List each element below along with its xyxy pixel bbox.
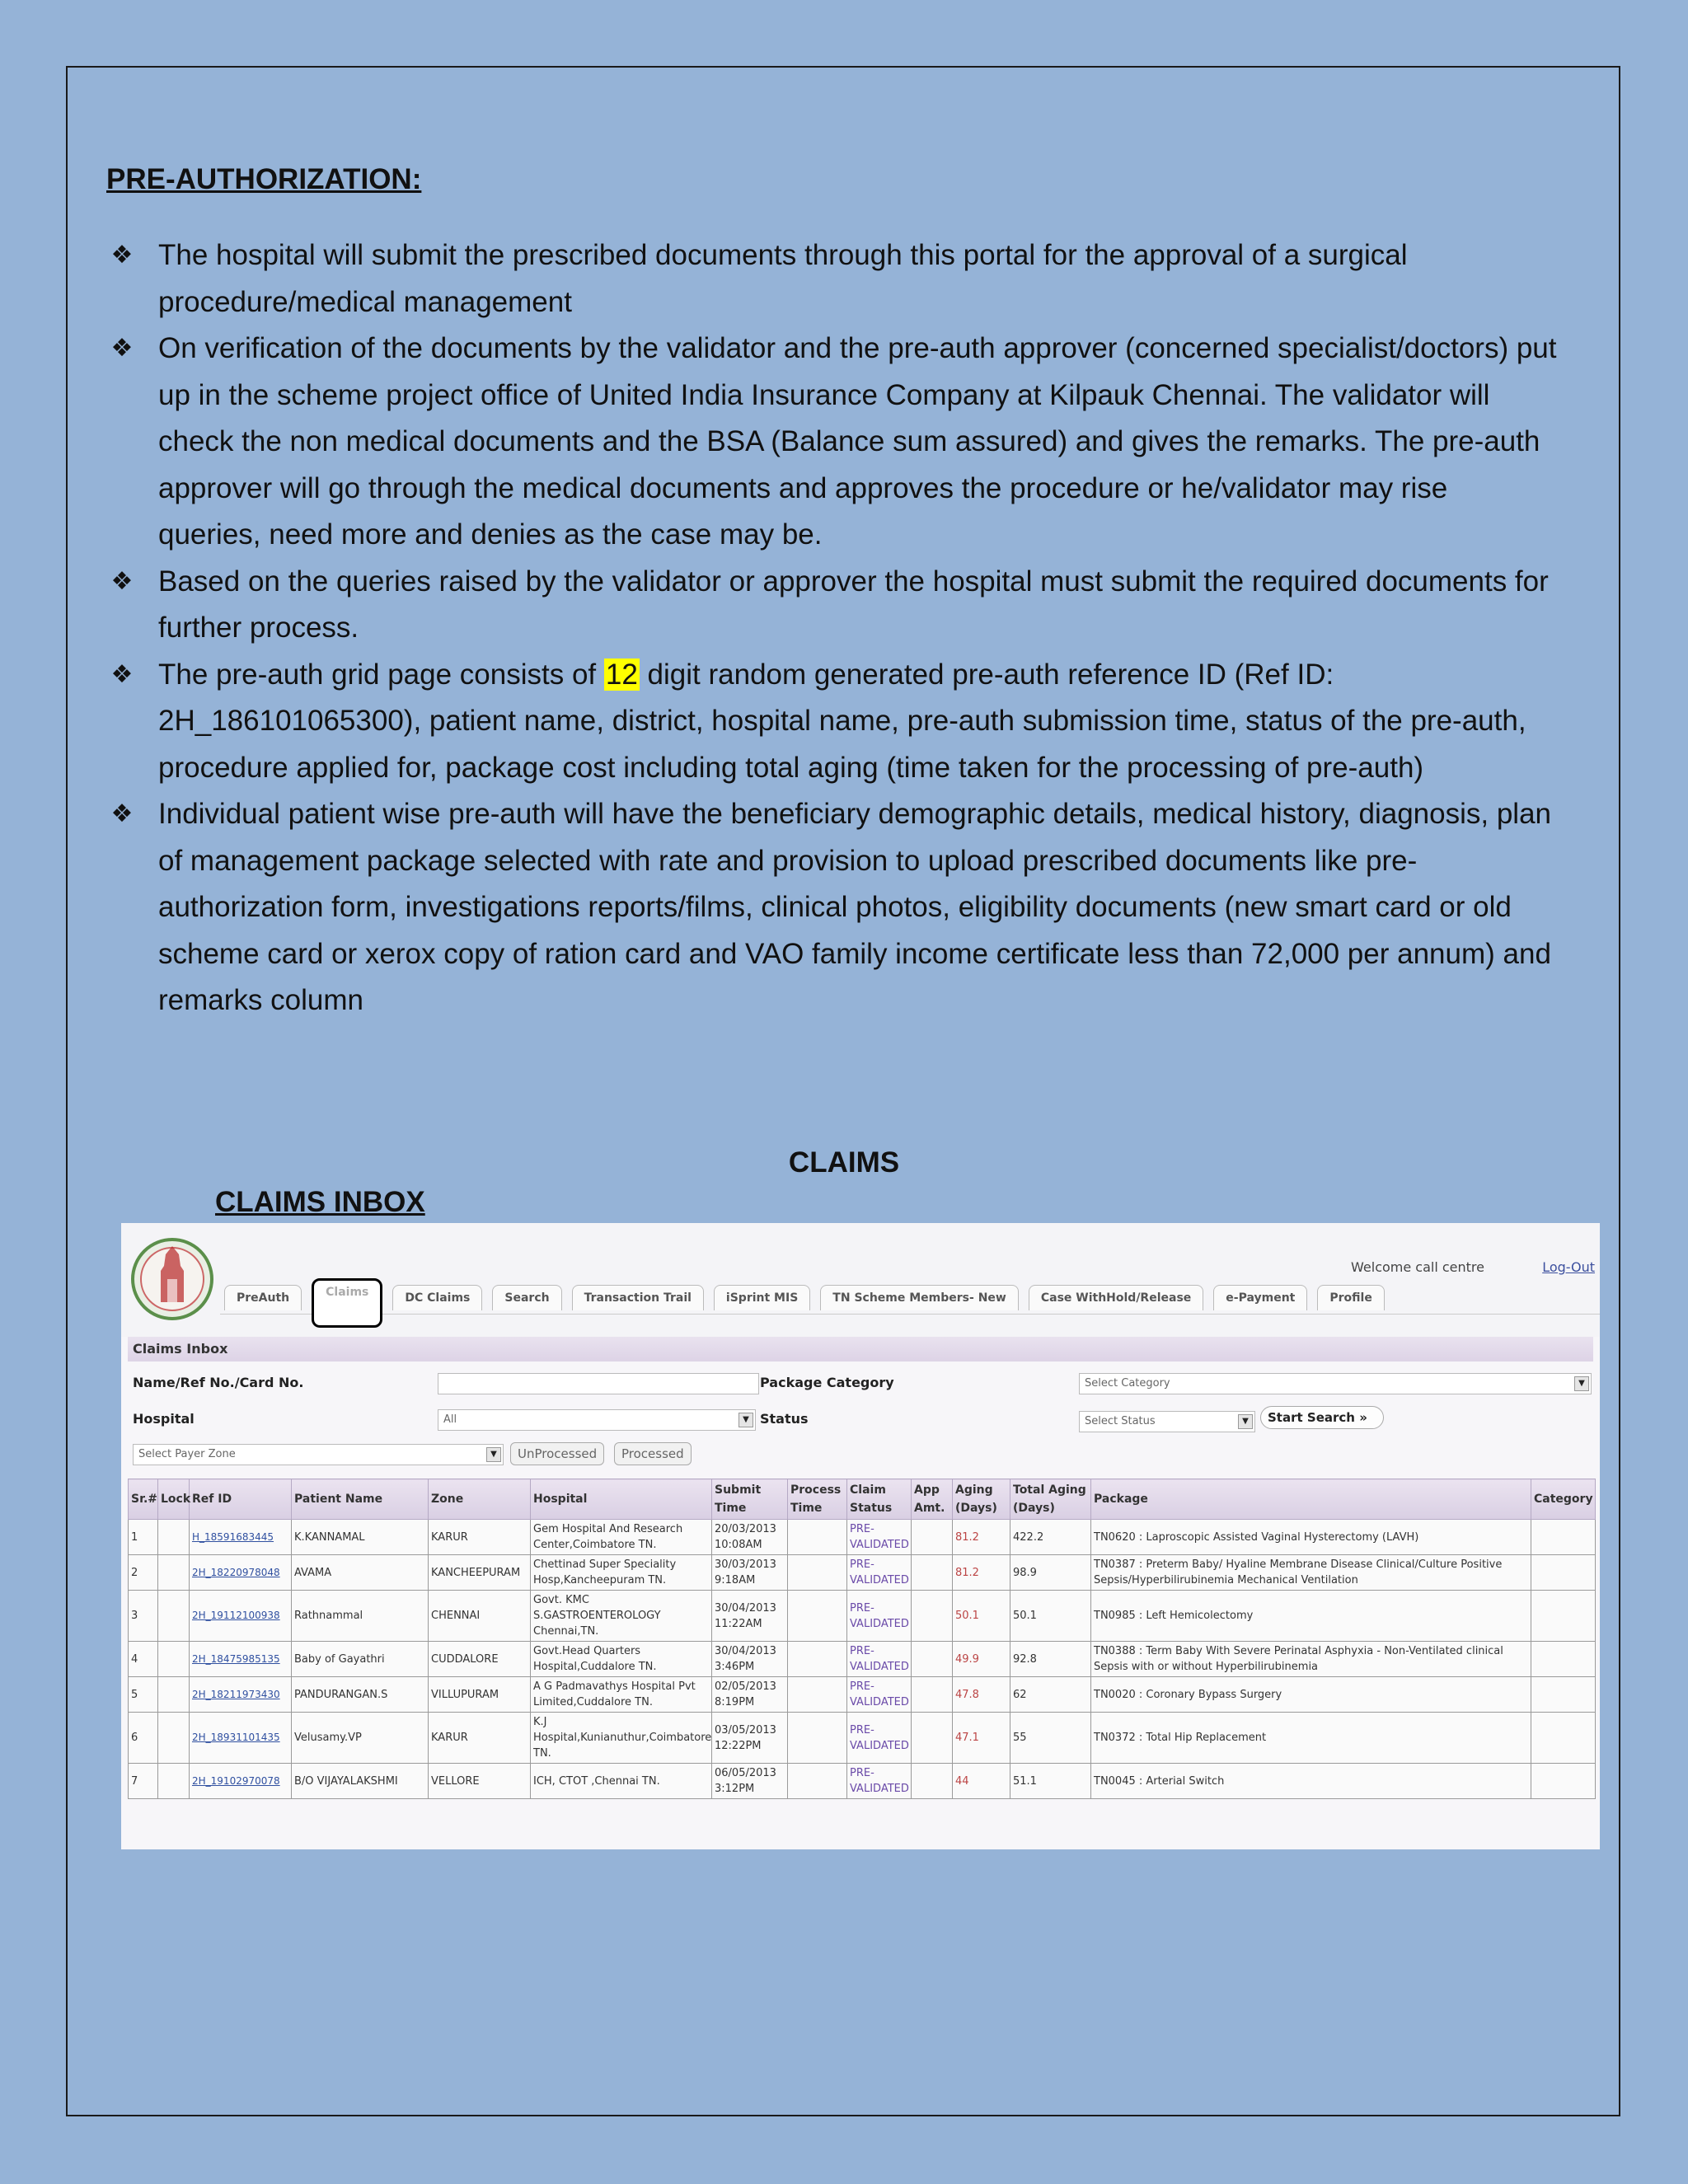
table-cell: PRE-VALIDATED: [847, 1764, 912, 1799]
table-cell: [158, 1764, 190, 1799]
preauth-bullets: [106, 232, 1557, 1024]
table-cell: [158, 1591, 190, 1642]
table-cell: TN0045 : Arterial Switch: [1091, 1764, 1531, 1799]
table-cell: 98.9: [1010, 1555, 1091, 1591]
table-cell: [912, 1764, 953, 1799]
bullet-item: ❖ The hospital will submit the prescribed documents through this portal for the approval of a surgical procedure/medical management: [106, 232, 1557, 326]
ref-id-link[interactable]: 2H_18475985135: [190, 1642, 292, 1677]
double-arrow-icon: »: [1359, 1410, 1367, 1425]
table-cell: [1531, 1713, 1596, 1764]
table-cell: K.J Hospital,Kunianuthur,Coimbatore TN.: [531, 1713, 712, 1764]
column-header[interactable]: Aging (Days): [953, 1479, 1010, 1520]
status-select[interactable]: Select Status ▼: [1079, 1411, 1255, 1432]
table-cell: [788, 1520, 847, 1555]
table-cell: [158, 1642, 190, 1677]
chevron-down-icon: ▼: [1238, 1414, 1253, 1429]
chevron-down-icon: ▼: [738, 1413, 753, 1427]
table-cell: TN0372 : Total Hip Replacement: [1091, 1713, 1531, 1764]
table-cell: [158, 1713, 190, 1764]
table-cell: PRE-VALIDATED: [847, 1642, 912, 1677]
table-cell: 47.1: [953, 1713, 1010, 1764]
table-cell: [1531, 1520, 1596, 1555]
payer-zone-select[interactable]: Select Payer Zone ▼: [133, 1444, 504, 1465]
column-header[interactable]: Sr.#: [129, 1479, 158, 1520]
table-row[interactable]: [129, 1713, 1596, 1764]
claims-inbox-title: Claims Inbox: [128, 1337, 1593, 1361]
tab-profile[interactable]: Profile: [1317, 1285, 1384, 1310]
bullet-item: ❖ Individual patient wise pre-auth will have the beneficiary demographic details, medical history, diagnosis, plan of management package selected with rate and provision to upload prescribed documents like pre-authorization form, investigations reports/films, clinical photos, eligibility documents (new smart card or old scheme card or xerox copy of ration card and VAO family income certificate less than 72,000 per annum) and remarks column: [106, 791, 1557, 1024]
table-cell: 422.2: [1010, 1520, 1091, 1555]
table-cell: 62: [1010, 1677, 1091, 1713]
table-cell: 7: [129, 1764, 158, 1799]
table-row[interactable]: [129, 1642, 1596, 1677]
claims-inbox-screenshot: [121, 1223, 1600, 1849]
table-cell: PRE-VALIDATED: [847, 1520, 912, 1555]
table-cell: TN0985 : Left Hemicolectomy: [1091, 1591, 1531, 1642]
tab-case-withhold[interactable]: Case WithHold/Release: [1029, 1285, 1203, 1310]
status-label: Status: [760, 1411, 809, 1427]
table-cell: PRE-VALIDATED: [847, 1591, 912, 1642]
table-cell: 20/03/2013 10:08AM: [712, 1520, 788, 1555]
table-cell: [1531, 1764, 1596, 1799]
table-cell: Gem Hospital And Research Center,Coimbatore TN.: [531, 1520, 712, 1555]
table-cell: CHENNAI: [429, 1591, 531, 1642]
hospital-label: Hospital: [133, 1411, 195, 1427]
chevron-down-icon: ▼: [486, 1447, 501, 1462]
table-cell: 03/05/2013 12:22PM: [712, 1713, 788, 1764]
table-cell: TN0387 : Preterm Baby/ Hyaline Membrane Disease Clinical/Culture Positive Sepsis/Hyperbilirubinemia Mechanical Ventilation: [1091, 1555, 1531, 1591]
table-cell: 55: [1010, 1713, 1091, 1764]
table-cell: 4: [129, 1642, 158, 1677]
table-cell: [788, 1713, 847, 1764]
welcome-text: Welcome call centre: [1351, 1259, 1484, 1275]
table-cell: [912, 1520, 953, 1555]
tab-e-payment[interactable]: e-Payment: [1213, 1285, 1307, 1310]
table-cell: KARUR: [429, 1713, 531, 1764]
table-cell: [158, 1677, 190, 1713]
hospital-select[interactable]: All ▼: [438, 1409, 756, 1431]
unprocessed-button[interactable]: UnProcessed: [510, 1442, 604, 1465]
table-cell: [1531, 1642, 1596, 1677]
table-cell: [1531, 1677, 1596, 1713]
table-cell: A G Padmavathys Hospital Pvt Limited,Cuddalore TN.: [531, 1677, 712, 1713]
column-header[interactable]: Process Time: [788, 1479, 847, 1520]
preauth-title: PRE-AUTHORIZATION:: [106, 163, 422, 195]
table-cell: KARUR: [429, 1520, 531, 1555]
ref-id-link[interactable]: 2H_18220978048: [190, 1555, 292, 1591]
bullet-item: ❖ On verification of the documents by the validator and the pre-auth approver (concerned specialist/doctors) put up in the scheme project office of United India Insurance Company at Kilpauk Chennai. The validator will check the non medical documents and the BSA (Balance sum assured) and gives the remarks. The pre-auth approver will go through the medical documents and approves the procedure or he/validator may rise queries, need more and denies as the case may be.: [106, 326, 1557, 559]
table-cell: VELLORE: [429, 1764, 531, 1799]
table-cell: 51.1: [1010, 1764, 1091, 1799]
bullet-item: ❖ Based on the queries raised by the validator or approver the hospital must submit the required documents for further process.: [106, 559, 1557, 652]
table-cell: Baby of Gayathri: [292, 1642, 429, 1677]
ref-id-link[interactable]: 2H_18211973430: [190, 1677, 292, 1713]
table-cell: B/O VIJAYALAKSHMI: [292, 1764, 429, 1799]
table-row[interactable]: [129, 1764, 1596, 1799]
table-cell: TN0388 : Term Baby With Severe Perinatal Asphyxia - Non-Ventilated clinical Sepsis with or without Hyperbilirubinemia: [1091, 1642, 1531, 1677]
table-row[interactable]: [129, 1555, 1596, 1591]
table-cell: [788, 1591, 847, 1642]
table-cell: 50.1: [1010, 1591, 1091, 1642]
table-cell: K.KANNAMAL: [292, 1520, 429, 1555]
table-cell: 5: [129, 1677, 158, 1713]
column-header[interactable]: Ref ID: [190, 1479, 292, 1520]
diamond-bullet-icon: ❖: [110, 660, 134, 688]
claims-table-body: [129, 1520, 1596, 1799]
table-cell: [912, 1555, 953, 1591]
table-cell: 81.2: [953, 1520, 1010, 1555]
table-cell: [912, 1713, 953, 1764]
table-cell: [1531, 1555, 1596, 1591]
table-cell: 1: [129, 1520, 158, 1555]
diamond-bullet-icon: ❖: [110, 335, 134, 362]
diamond-bullet-icon: ❖: [110, 800, 134, 827]
highlighted-number: 12: [605, 658, 638, 691]
tamil-nadu-emblem-icon: [131, 1230, 213, 1329]
column-header[interactable]: App Amt.: [912, 1479, 953, 1520]
bullet-item: ❖ The pre-auth grid page consists of 12 digit random generated pre-auth reference ID (Ref ID: 2H_186101065300), patient name, district, hospital name, pre-auth submission time, status of the pre-auth, procedure applied for, package cost including total aging (time taken for the processing of pre-auth): [106, 652, 1557, 792]
table-cell: PRE-VALIDATED: [847, 1555, 912, 1591]
table-cell: [1531, 1591, 1596, 1642]
table-cell: CUDDALORE: [429, 1642, 531, 1677]
table-cell: ICH, CTOT ,Chennai TN.: [531, 1764, 712, 1799]
package-category-select[interactable]: Select Category ▼: [1079, 1373, 1592, 1394]
column-header[interactable]: Package: [1091, 1479, 1531, 1520]
name-ref-input[interactable]: [438, 1373, 759, 1394]
diamond-bullet-icon: ❖: [110, 567, 134, 595]
table-cell: Rathnammal: [292, 1591, 429, 1642]
table-cell: [788, 1555, 847, 1591]
table-cell: [788, 1677, 847, 1713]
tab-tn-scheme-members[interactable]: TN Scheme Members- New: [820, 1285, 1019, 1310]
table-cell: [912, 1591, 953, 1642]
table-row[interactable]: [129, 1520, 1596, 1555]
start-search-button[interactable]: Start Search »: [1260, 1406, 1384, 1429]
table-cell: Govt. KMC S.GASTROENTEROLOGY Chennai,TN.: [531, 1591, 712, 1642]
table-cell: TN0620 : Laproscopic Assisted Vaginal Hysterectomy (LAVH): [1091, 1520, 1531, 1555]
table-cell: Velusamy.VP: [292, 1713, 429, 1764]
table-row[interactable]: [129, 1677, 1596, 1713]
table-cell: [912, 1677, 953, 1713]
column-header[interactable]: Category: [1531, 1479, 1596, 1520]
table-cell: 50.1: [953, 1591, 1010, 1642]
table-cell: 30/04/2013 11:22AM: [712, 1591, 788, 1642]
table-cell: 49.9: [953, 1642, 1010, 1677]
table-cell: [788, 1764, 847, 1799]
package-category-label: Package Category: [760, 1375, 894, 1390]
column-header[interactable]: Submit Time: [712, 1479, 788, 1520]
table-cell: [912, 1642, 953, 1677]
table-cell: [158, 1520, 190, 1555]
column-header[interactable]: Zone: [429, 1479, 531, 1520]
column-header[interactable]: Patient Name: [292, 1479, 429, 1520]
table-cell: 6: [129, 1713, 158, 1764]
tab-search[interactable]: Search: [492, 1285, 561, 1310]
table-cell: KANCHEEPURAM: [429, 1555, 531, 1591]
table-cell: Govt.Head Quarters Hospital,Cuddalore TN.: [531, 1642, 712, 1677]
table-cell: 30/03/2013 9:18AM: [712, 1555, 788, 1591]
processed-button[interactable]: Processed: [614, 1442, 692, 1465]
table-cell: TN0020 : Coronary Bypass Surgery: [1091, 1677, 1531, 1713]
tab-claims[interactable]: Claims: [312, 1278, 382, 1328]
tab-transaction-trail[interactable]: Transaction Trail: [572, 1285, 704, 1310]
portal-tabs: [224, 1285, 1385, 1315]
table-cell: PRE-VALIDATED: [847, 1677, 912, 1713]
table-cell: 3: [129, 1591, 158, 1642]
table-cell: VILLUPURAM: [429, 1677, 531, 1713]
table-cell: [788, 1642, 847, 1677]
ref-id-link[interactable]: H_18591683445: [190, 1520, 292, 1555]
table-cell: PANDURANGAN.S: [292, 1677, 429, 1713]
table-cell: 06/05/2013 3:12PM: [712, 1764, 788, 1799]
column-header[interactable]: Claim Status: [847, 1479, 912, 1520]
column-header[interactable]: Total Aging (Days): [1010, 1479, 1091, 1520]
ref-id-link[interactable]: 2H_19102970078: [190, 1764, 292, 1799]
ref-id-link[interactable]: 2H_18931101435: [190, 1713, 292, 1764]
tab-isprint-mis[interactable]: iSprint MIS: [714, 1285, 810, 1310]
table-cell: Chettinad Super Speciality Hosp,Kancheepuram TN.: [531, 1555, 712, 1591]
table-cell: 92.8: [1010, 1642, 1091, 1677]
table-row[interactable]: [129, 1591, 1596, 1642]
table-cell: 2: [129, 1555, 158, 1591]
claims-heading: CLAIMS: [788, 1146, 900, 1179]
document-body: [106, 157, 1557, 1024]
table-cell: [158, 1555, 190, 1591]
chevron-down-icon: ▼: [1574, 1376, 1589, 1391]
tab-dc-claims[interactable]: DC Claims: [392, 1285, 482, 1310]
claims-table: [128, 1479, 1596, 1799]
table-cell: 30/04/2013 3:46PM: [712, 1642, 788, 1677]
table-cell: 02/05/2013 8:19PM: [712, 1677, 788, 1713]
table-header-row: [129, 1479, 1596, 1520]
column-header[interactable]: Lock: [158, 1479, 190, 1520]
logout-link[interactable]: Log-Out: [1542, 1259, 1595, 1275]
table-cell: PRE-VALIDATED: [847, 1713, 912, 1764]
table-cell: 44: [953, 1764, 1010, 1799]
table-cell: 47.8: [953, 1677, 1010, 1713]
column-header[interactable]: Hospital: [531, 1479, 712, 1520]
name-ref-label: Name/Ref No./Card No.: [133, 1375, 304, 1390]
tab-preauth[interactable]: PreAuth: [224, 1285, 302, 1310]
ref-id-link[interactable]: 2H_19112100938: [190, 1591, 292, 1642]
table-cell: 81.2: [953, 1555, 1010, 1591]
diamond-bullet-icon: ❖: [110, 241, 134, 269]
claims-inbox-heading: CLAIMS INBOX: [215, 1186, 425, 1218]
table-cell: AVAMA: [292, 1555, 429, 1591]
